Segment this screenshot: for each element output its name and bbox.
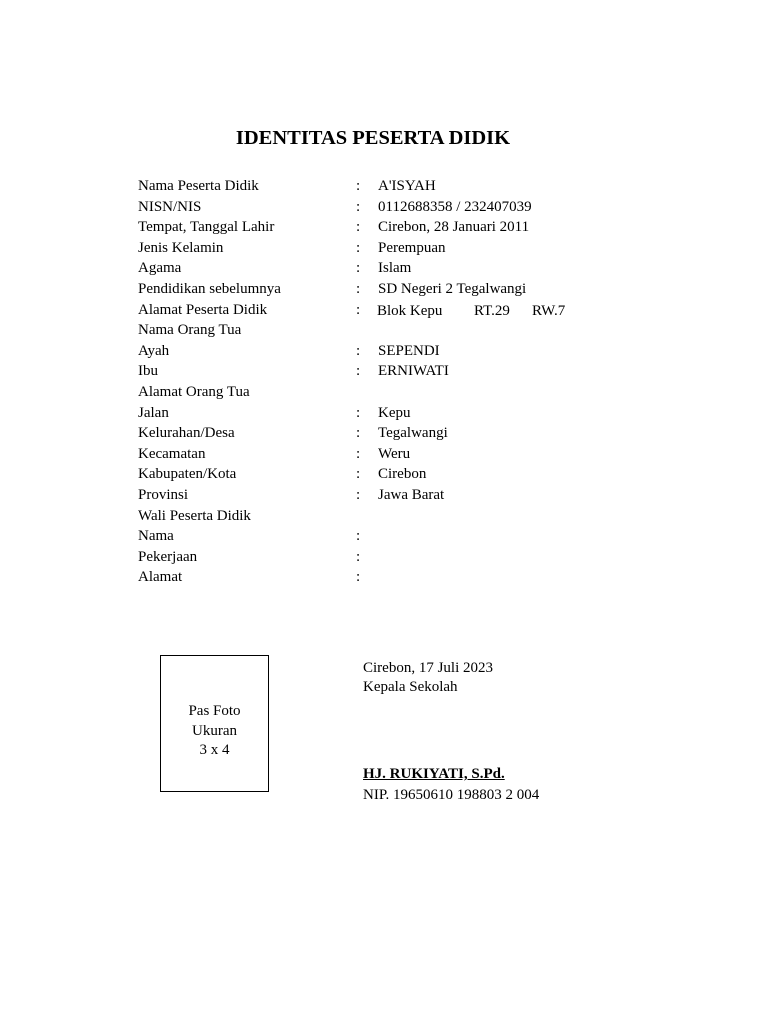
field-colon: : bbox=[356, 528, 361, 545]
field-label: Nama bbox=[138, 528, 174, 545]
field-ibu bbox=[138, 361, 698, 382]
field-colon: : bbox=[356, 486, 361, 503]
field-colon: : bbox=[356, 178, 361, 194]
field-colon: : bbox=[356, 198, 361, 215]
signature-name: HJ. RUKIYATI, S.Pd. bbox=[363, 766, 505, 782]
field-label: Nama Peserta Didik bbox=[138, 178, 259, 194]
field-colon: : bbox=[356, 301, 361, 318]
photo-caption-line: Ukuran bbox=[192, 722, 237, 739]
field-pendidikan-sebelumnya bbox=[138, 279, 698, 300]
field-label: Ayah bbox=[138, 342, 170, 359]
field-colon: : bbox=[356, 239, 361, 256]
field-value: Jawa Barat bbox=[378, 486, 445, 503]
field-value: Tegalwangi bbox=[378, 425, 448, 442]
field-label: Agama bbox=[138, 260, 182, 277]
address-street: Blok Kepu bbox=[377, 302, 443, 319]
field-ayah bbox=[138, 341, 698, 362]
field-colon: : bbox=[356, 445, 361, 462]
section-wali-peserta-didik bbox=[138, 506, 698, 527]
address-rt: RT.29 bbox=[474, 302, 510, 319]
field-colon: : bbox=[356, 404, 361, 421]
field-colon: : bbox=[356, 569, 361, 586]
field-colon: : bbox=[356, 425, 361, 442]
field-label: Jalan bbox=[138, 404, 169, 421]
field-label: Alamat bbox=[138, 569, 183, 586]
photo-caption-line: 3 x 4 bbox=[199, 742, 230, 758]
field-label: Kabupaten/Kota bbox=[138, 466, 237, 483]
field-label: NISN/NIS bbox=[138, 198, 202, 215]
field-label: Ibu bbox=[138, 363, 158, 380]
field-value: Perempuan bbox=[378, 239, 446, 256]
field-value: SD Negeri 2 Tegalwangi bbox=[378, 280, 527, 297]
page-title: IDENTITAS PESERTA DIDIK bbox=[235, 127, 511, 149]
field-colon: : bbox=[356, 548, 361, 565]
section-label: Alamat Orang Tua bbox=[138, 383, 250, 400]
field-colon: : bbox=[356, 342, 361, 359]
field-kecamatan bbox=[138, 444, 698, 465]
field-wali-pekerjaan bbox=[138, 547, 698, 568]
field-value: Weru bbox=[378, 445, 411, 462]
field-value: SEPENDI bbox=[378, 342, 440, 359]
field-value: A'ISYAH bbox=[378, 178, 436, 194]
field-label: Pendidikan sebelumnya bbox=[138, 280, 281, 297]
field-value: ERNIWATI bbox=[378, 363, 449, 380]
section-label: Wali Peserta Didik bbox=[138, 507, 251, 524]
student-identity-form bbox=[138, 176, 698, 588]
field-label: Jenis Kelamin bbox=[138, 239, 224, 256]
field-alamat-peserta-didik bbox=[138, 300, 698, 321]
field-label: Pekerjaan bbox=[138, 548, 198, 565]
field-jalan bbox=[138, 403, 698, 424]
field-colon: : bbox=[356, 280, 361, 297]
field-wali-nama bbox=[138, 526, 698, 547]
field-value bbox=[377, 301, 566, 322]
field-label: Kelurahan/Desa bbox=[138, 425, 235, 442]
field-wali-alamat bbox=[138, 567, 698, 588]
field-jenis-kelamin bbox=[138, 238, 698, 259]
signature-role: Kepala Sekolah bbox=[363, 679, 458, 695]
field-colon: : bbox=[356, 219, 361, 236]
field-colon: : bbox=[356, 363, 361, 380]
field-provinsi bbox=[138, 485, 698, 506]
field-label: Alamat Peserta Didik bbox=[138, 301, 268, 318]
section-label: Nama Orang Tua bbox=[138, 322, 242, 339]
photo-placeholder-box bbox=[160, 655, 269, 792]
field-colon: : bbox=[356, 466, 361, 483]
field-label: Provinsi bbox=[138, 486, 189, 503]
field-nama-peserta-didik bbox=[138, 176, 698, 197]
field-value: 0112688358 / 232407039 bbox=[378, 198, 532, 215]
field-kelurahan-desa bbox=[138, 423, 698, 444]
field-value: Cirebon bbox=[378, 466, 427, 483]
address-rw: RW.7 bbox=[532, 302, 566, 319]
field-label: Tempat, Tanggal Lahir bbox=[138, 219, 275, 236]
field-kabupaten-kota bbox=[138, 464, 698, 485]
signature-block bbox=[363, 659, 540, 803]
field-colon: : bbox=[356, 260, 361, 277]
field-label: Kecamatan bbox=[138, 445, 206, 462]
field-tempat-tanggal-lahir bbox=[138, 217, 698, 238]
signature-nip: NIP. 19650610 198803 2 004 bbox=[363, 787, 540, 803]
signature-place-date: Cirebon, 17 Juli 2023 bbox=[363, 660, 493, 676]
field-value: Kepu bbox=[378, 404, 411, 421]
field-agama bbox=[138, 258, 698, 279]
field-nisn-nis bbox=[138, 197, 698, 218]
section-nama-orang-tua bbox=[138, 320, 698, 341]
field-value: Islam bbox=[378, 260, 412, 277]
field-value: Cirebon, 28 Januari 2011 bbox=[378, 219, 530, 236]
photo-caption bbox=[161, 702, 268, 761]
photo-caption-line: Pas Foto bbox=[188, 703, 241, 719]
section-alamat-orang-tua bbox=[138, 382, 698, 403]
